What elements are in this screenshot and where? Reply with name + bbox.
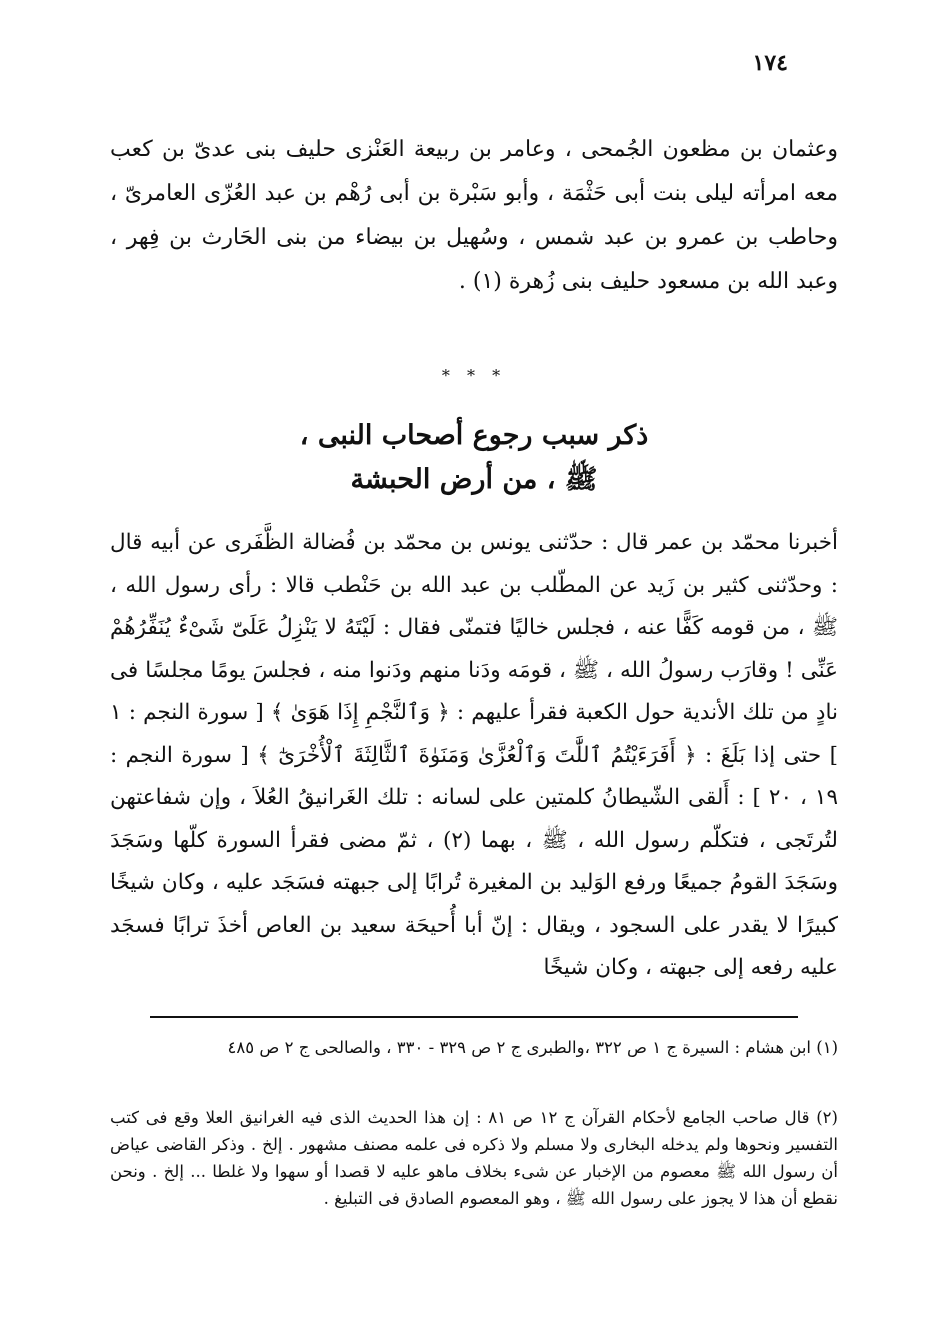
footnote-2: (٢) قال صاحب الجامع لأحكام القرآن ج ١٢ ص ٨١ : إن هذا الحديث الذى فيه الغرانيق العلا وقع فى كتب التفسير ونحوها ولم يدخله البخارى ولا مسلم ولا ذكره فى علمه مصنف مشهور . إلخ . وذكر القاضى عياض أن رسول الله ﷺ معصوم من الإخبار عن شىء بخلاف ماهو عليه لا قصدا أو سهوا ولا غلطا ... إلخ . ونحن نقطع أن هذا لا يجوز على رسول الله ﷺ ، وهو المعصوم الصادق فى التبليغ . — [110, 1108, 838, 1208]
section-heading-line-2: ﷺ ، من أرض الحبشة — [350, 464, 598, 495]
section-heading-line-1: ذكر سبب رجوع أصحاب النبى ، — [299, 420, 649, 451]
footnote-1: (١) ابن هشام : السيرة ج ١ ص ٣٢٢ ،والطبرى ج ٢ ص ٣٢٩ - ٣٣٠ ، والصالحى ج ٢ ص ٤٨٥ — [227, 1038, 838, 1057]
section-paragraph: أخبرنا محمّد بن عمر قال : حدّثنى يونس بن محمّد بن فُضالة الظَّفَرى عن أبيه قال : وحدّثنى كثير بن زَيد عن المطّلب بن عبد الله بن حَنْطب قالا : رأى رسول الله ، ﷺ ، من قومه كَفًّا عنه ، فجلس خاليًا فتمنّى فقال : لَيْتَهُ لا يَنْزِلُ عَلَىّ شَىْءٌ يُنَفِّرُهُمْ عَنِّى ! وقارَب رسولُ الله ، ﷺ ، قومَه ودَنا منهم ودَنوا منه ، فجلسَ يومًا مجلسًا فى نادٍ من تلك الأندية حول الكعبة فقرأ عليهم : ﴿ وَٱلنَّجْمِ إِذَا هَوَىٰ ﴾ [ سورة النجم : ١ ] حتى إذا بَلَغَ : ﴿ أَفَرَءَيْتُمُ ٱللَّٰتَ وَٱلْعُزَّىٰ وَمَنَوٰةَ ٱلثَّالِثَةَ ٱلْأُخْرَىٰٓ ﴾ [ سورة النجم : ١٩ ، ٢٠ ] : أَلقى الشّيطانُ كلمتين على لسانه : تلك الغَرانيقُ العُلاَ ، وإن شفاعتهن لتُرتَجى ، فتكلّم رسول الله ، ﷺ ، بهما (٢) ، ثمّ مضى فقرأ السورة كلّها وسَجَدَ وسَجَدَ القومُ جميعًا ورفع الوَليد بن المغيرة تُرابًا إلى جبهته فسَجَد عليه ، وكان شيخًا كبيرًا لا يقدر على السجود ، ويقال : إنّ أبا أُحيحَة سعيد بن العاص أخذَ ترابًا فسجَد عليه رفعه إلى جبهته ، وكان شيخًا — [110, 530, 839, 980]
page-number: ١٧٤ — [752, 50, 788, 76]
intro-paragraph: وعثمان بن مظعون الجُمحى ، وعامر بن ربيعة العَنْزى حليف بنى عدىّ بن كعب معه امرأته ليلى بنت أبى حَثْمَة ، وأبو سَبْرة بن أبى رُهْم بن عبد العُزّى العامرىّ ، وحاطب بن عمرو بن عبد شمس ، وسُهيل بن بيضاء من بنى الحَارث بن فِهر ، وعبد الله بن مسعود حليف بنى زُهرة (١) . — [110, 137, 838, 294]
section-separator: * * * — [441, 366, 507, 385]
footnote-divider — [150, 1016, 798, 1018]
